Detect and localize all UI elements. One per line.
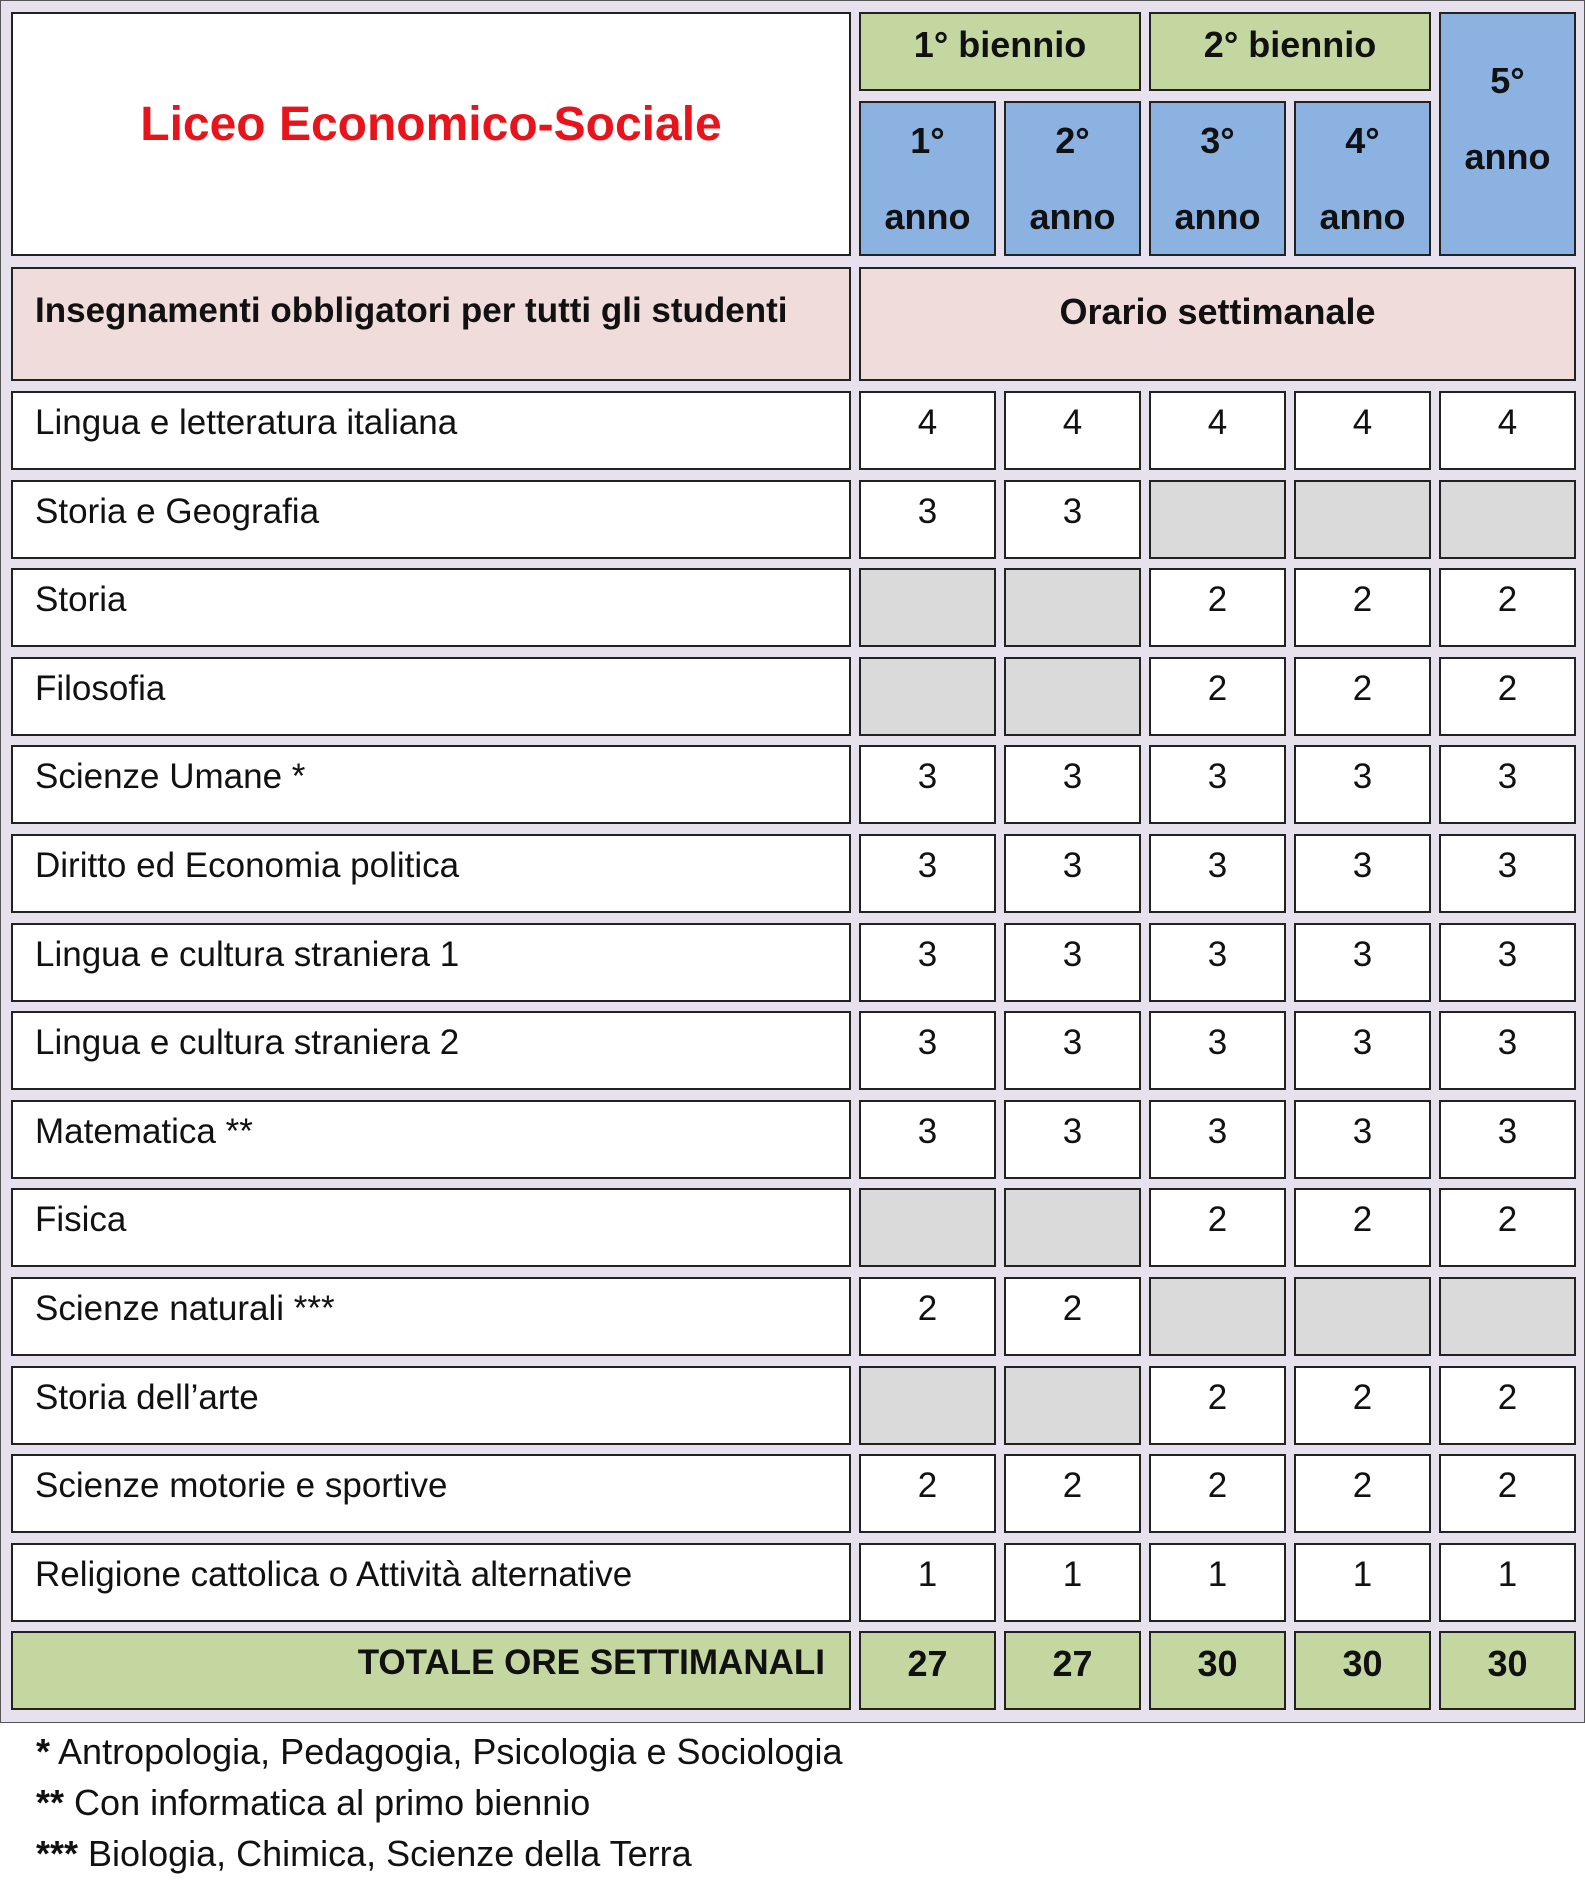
footnote xyxy=(36,1828,843,1879)
hours-cell: 2 xyxy=(1439,1454,1576,1533)
empty-hours-cell xyxy=(1004,1366,1141,1445)
subject-cell: Storia dell’arte xyxy=(11,1366,851,1445)
footnote-text: Con informatica al primo biennio xyxy=(74,1782,591,1823)
hours-cell: 2 xyxy=(1294,1366,1431,1445)
hours-cell: 3 xyxy=(1004,1100,1141,1179)
subjects-header: Insegnamenti obbligatori per tutti gli studenti xyxy=(11,267,851,381)
hours-cell: 3 xyxy=(1149,1011,1286,1090)
hours-cell: 3 xyxy=(1004,745,1141,824)
hours-cell: 2 xyxy=(1004,1277,1141,1356)
empty-hours-cell xyxy=(1004,657,1141,736)
header-year-3: 3° anno xyxy=(1149,101,1286,256)
total-value: 27 xyxy=(859,1631,996,1710)
hours-cell: 3 xyxy=(1294,1011,1431,1090)
empty-hours-cell xyxy=(1004,1188,1141,1267)
subject-cell: Lingua e cultura straniera 1 xyxy=(11,923,851,1002)
total-label: TOTALE ORE SETTIMANALI xyxy=(11,1631,851,1710)
hours-cell: 3 xyxy=(1439,1011,1576,1090)
hours-cell: 3 xyxy=(1004,834,1141,913)
hours-cell: 4 xyxy=(859,391,996,470)
hours-cell: 2 xyxy=(1149,1188,1286,1267)
hours-cell: 2 xyxy=(1439,1366,1576,1445)
hours-cell: 3 xyxy=(1149,1100,1286,1179)
subject-cell: Storia xyxy=(11,568,851,647)
hours-cell: 2 xyxy=(859,1277,996,1356)
hours-cell: 1 xyxy=(1004,1543,1141,1622)
hours-cell: 2 xyxy=(1439,1188,1576,1267)
empty-hours-cell xyxy=(1004,568,1141,647)
footnote xyxy=(36,1777,843,1828)
hours-cell: 3 xyxy=(1439,834,1576,913)
hours-cell: 3 xyxy=(1294,1100,1431,1179)
hours-cell: 3 xyxy=(1294,923,1431,1002)
empty-hours-cell xyxy=(1149,1277,1286,1356)
hours-cell: 3 xyxy=(859,1011,996,1090)
hours-cell: 2 xyxy=(859,1454,996,1533)
hours-cell: 3 xyxy=(1294,834,1431,913)
subject-cell: Religione cattolica o Attività alternative xyxy=(11,1543,851,1622)
hours-cell: 3 xyxy=(1294,745,1431,824)
footnotes xyxy=(36,1726,843,1879)
hours-cell: 4 xyxy=(1004,391,1141,470)
hours-cell: 3 xyxy=(1149,834,1286,913)
empty-hours-cell xyxy=(1294,480,1431,559)
hours-cell: 2 xyxy=(1149,1366,1286,1445)
hours-cell: 2 xyxy=(1294,1454,1431,1533)
empty-hours-cell xyxy=(859,568,996,647)
subject-cell: Lingua e cultura straniera 2 xyxy=(11,1011,851,1090)
hours-cell: 3 xyxy=(1004,923,1141,1002)
hours-cell: 2 xyxy=(1439,657,1576,736)
subject-cell: Filosofia xyxy=(11,657,851,736)
empty-hours-cell xyxy=(1149,480,1286,559)
subject-cell: Scienze motorie e sportive xyxy=(11,1454,851,1533)
hours-cell: 3 xyxy=(859,923,996,1002)
hours-cell: 4 xyxy=(1439,391,1576,470)
group-second-biennio: 2° biennio xyxy=(1149,12,1431,91)
subject-cell: Scienze naturali *** xyxy=(11,1277,851,1356)
hours-cell: 3 xyxy=(859,745,996,824)
header-year-1: 1° anno xyxy=(859,101,996,256)
hours-cell: 3 xyxy=(1149,745,1286,824)
hours-cell: 1 xyxy=(1294,1543,1431,1622)
hours-header: Orario settimanale xyxy=(859,267,1576,381)
footnote xyxy=(36,1726,843,1777)
subject-cell: Diritto ed Economia politica xyxy=(11,834,851,913)
hours-cell: 3 xyxy=(1004,1011,1141,1090)
subject-cell: Storia e Geografia xyxy=(11,480,851,559)
hours-cell: 3 xyxy=(859,1100,996,1179)
hours-cell: 2 xyxy=(1294,568,1431,647)
empty-hours-cell xyxy=(859,1188,996,1267)
hours-cell: 3 xyxy=(1149,923,1286,1002)
subject-cell: Matematica ** xyxy=(11,1100,851,1179)
title-cell xyxy=(11,12,851,256)
hours-cell: 2 xyxy=(1294,1188,1431,1267)
hours-cell: 2 xyxy=(1439,568,1576,647)
total-value: 27 xyxy=(1004,1631,1141,1710)
empty-hours-cell xyxy=(1439,1277,1576,1356)
footnote-text: Antropologia, Pedagogia, Psicologia e Sociologia xyxy=(58,1731,843,1772)
hours-cell: 3 xyxy=(1439,923,1576,1002)
hours-cell: 3 xyxy=(1004,480,1141,559)
header-year-4: 4° anno xyxy=(1294,101,1431,256)
hours-cell: 4 xyxy=(1294,391,1431,470)
hours-cell: 1 xyxy=(859,1543,996,1622)
total-value: 30 xyxy=(1439,1631,1576,1710)
empty-hours-cell xyxy=(1439,480,1576,559)
footnote-mark: ** xyxy=(36,1782,65,1823)
footnote-text: Biologia, Chimica, Scienze della Terra xyxy=(88,1833,692,1874)
subject-cell: Fisica xyxy=(11,1188,851,1267)
subject-cell: Scienze Umane * xyxy=(11,745,851,824)
empty-hours-cell xyxy=(859,657,996,736)
total-value: 30 xyxy=(1294,1631,1431,1710)
page-title: Liceo Economico-Sociale xyxy=(140,97,722,151)
hours-cell: 1 xyxy=(1439,1543,1576,1622)
hours-cell: 3 xyxy=(1439,1100,1576,1179)
hours-cell: 3 xyxy=(859,480,996,559)
hours-cell: 2 xyxy=(1294,657,1431,736)
total-value: 30 xyxy=(1149,1631,1286,1710)
hours-cell: 4 xyxy=(1149,391,1286,470)
footnote-mark: * xyxy=(36,1731,51,1772)
hours-cell: 3 xyxy=(859,834,996,913)
hours-cell: 1 xyxy=(1149,1543,1286,1622)
header-fifth-year: 5° anno xyxy=(1439,12,1576,256)
empty-hours-cell xyxy=(859,1366,996,1445)
footnote-mark: *** xyxy=(36,1833,79,1874)
hours-cell: 2 xyxy=(1004,1454,1141,1533)
hours-cell: 2 xyxy=(1149,1454,1286,1533)
group-first-biennio: 1° biennio xyxy=(859,12,1141,91)
subject-cell: Lingua e letteratura italiana xyxy=(11,391,851,470)
hours-cell: 3 xyxy=(1439,745,1576,824)
hours-cell: 2 xyxy=(1149,657,1286,736)
hours-cell: 2 xyxy=(1149,568,1286,647)
empty-hours-cell xyxy=(1294,1277,1431,1356)
header-year-2: 2° anno xyxy=(1004,101,1141,256)
